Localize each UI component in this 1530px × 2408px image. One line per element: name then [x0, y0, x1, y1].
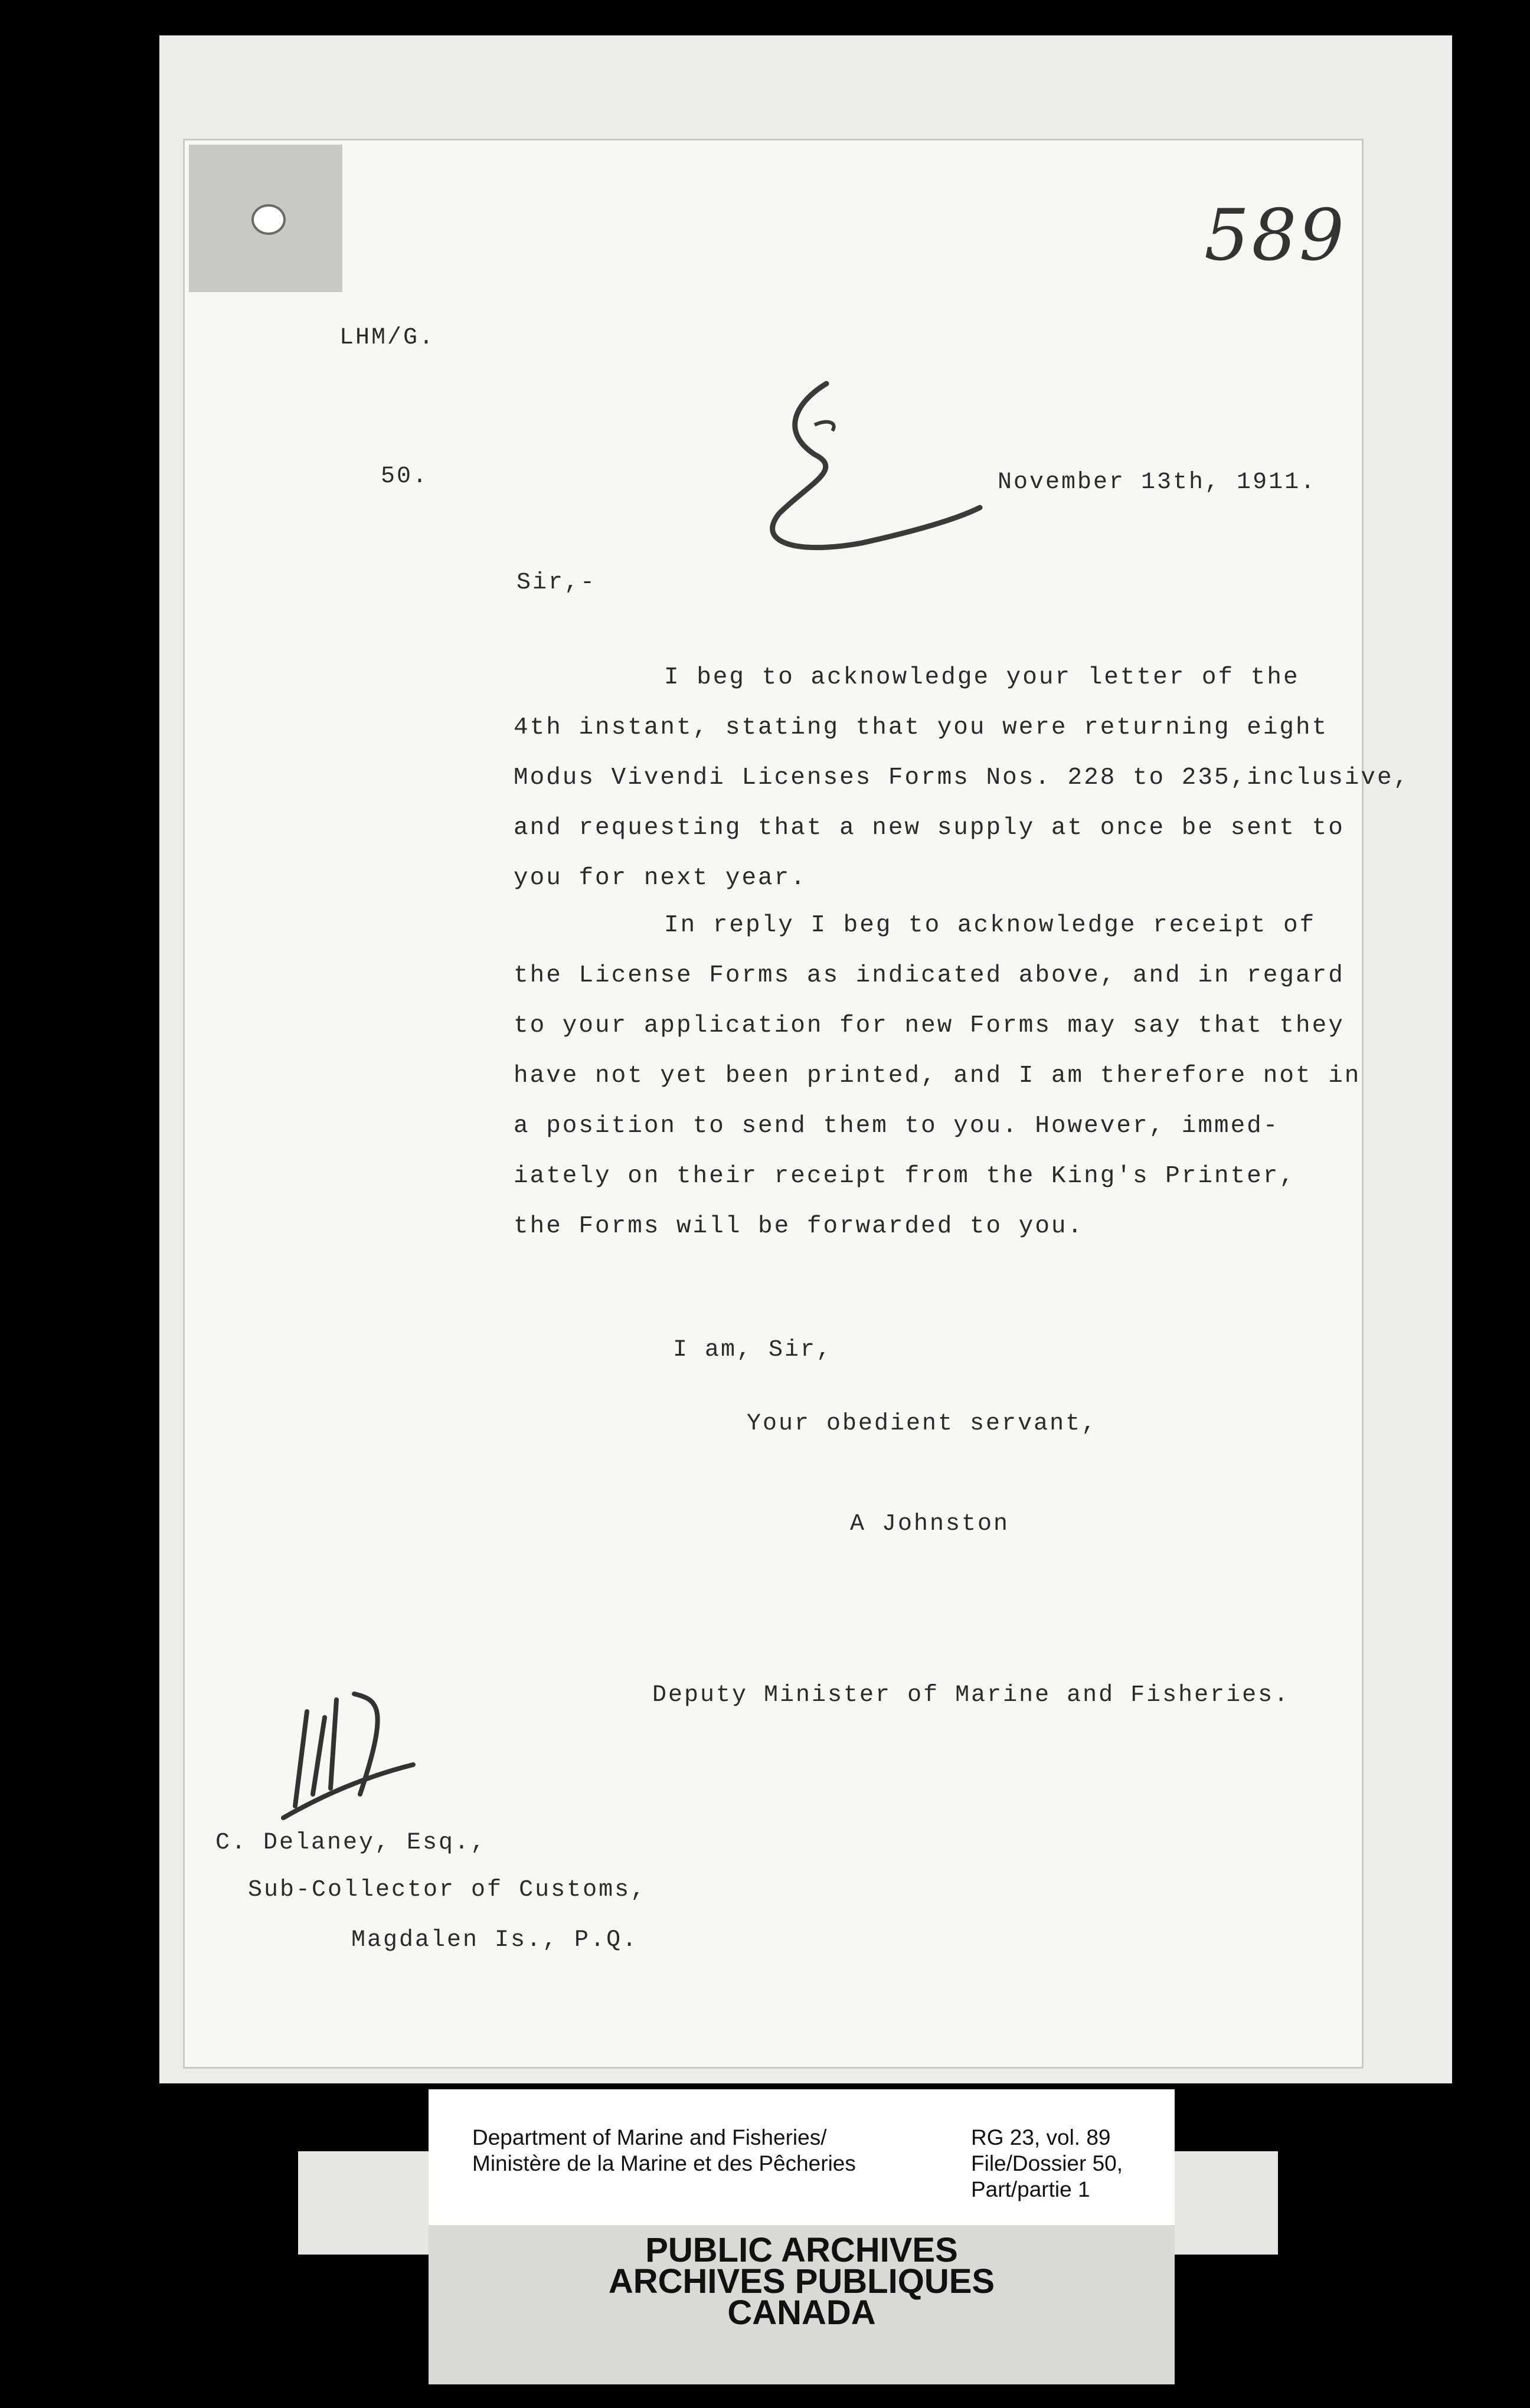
stamp-archives-fr: ARCHIVES PUBLIQUES [608, 2262, 995, 2301]
body-line: the Forms will be forwarded to you. [514, 1213, 1084, 1240]
recipient-position: Sub-Collector of Customs, [248, 1877, 647, 1903]
closing-line: Your obedient servant, [747, 1411, 1098, 1437]
stamp-ref-line: RG 23, vol. 89 [971, 2125, 1111, 2149]
signatory-title: Deputy Minister of Marine and Fisheries. [652, 1682, 1290, 1709]
page-number: 589 [1204, 195, 1347, 277]
closing-line: I am, Sir, [673, 1337, 833, 1363]
initials-mark [272, 1676, 425, 1830]
handwritten-mark [744, 366, 992, 567]
body-line: have not yet been printed, and I am therefore not in [514, 1062, 1361, 1090]
punch-hole [254, 207, 283, 233]
file-number: 50. [381, 463, 429, 490]
stamp-country: CANADA [727, 2294, 876, 2332]
recipient-location: Magdalen Is., P.Q. [351, 1927, 639, 1954]
recipient-name: C. Delaney, Esq., [215, 1830, 487, 1856]
body-line: and requesting that a new supply at once be sent to [514, 814, 1345, 842]
body-line: to your application for new Forms may say that they [514, 1012, 1345, 1039]
stamp-ref-line: Part/partie 1 [971, 2177, 1090, 2201]
letter-date: November 13th, 1911. [998, 469, 1317, 496]
body-line: the License Forms as indicated above, and in regard [514, 962, 1345, 989]
stamp-archives-en: PUBLIC ARCHIVES [645, 2231, 958, 2269]
stamp-department-en: Department of Marine and Fisheries/ [472, 2125, 827, 2149]
body-line: 4th instant, stating that you were returning eight [514, 714, 1329, 741]
stamp-ref-line: File/Dossier 50, [971, 2151, 1123, 2175]
body-line: you for next year. [514, 865, 807, 892]
salutation: Sir,- [516, 570, 597, 596]
body-line: Modus Vivendi Licenses Forms Nos. 228 to 235,inclusive, [514, 764, 1410, 791]
body-line: In reply I beg to acknowledge receipt of [664, 912, 1316, 939]
reference-code: LHM/G. [339, 325, 436, 351]
body-line: I beg to acknowledge your letter of the [664, 664, 1300, 691]
body-line: iately on their receipt from the King's Printer, [514, 1163, 1296, 1190]
body-line: a position to send them to you. However, immed- [514, 1113, 1280, 1140]
stamp-department-fr: Ministère de la Marine et des Pêcheries [472, 2151, 856, 2175]
signatory-name: A Johnston [850, 1511, 1010, 1537]
